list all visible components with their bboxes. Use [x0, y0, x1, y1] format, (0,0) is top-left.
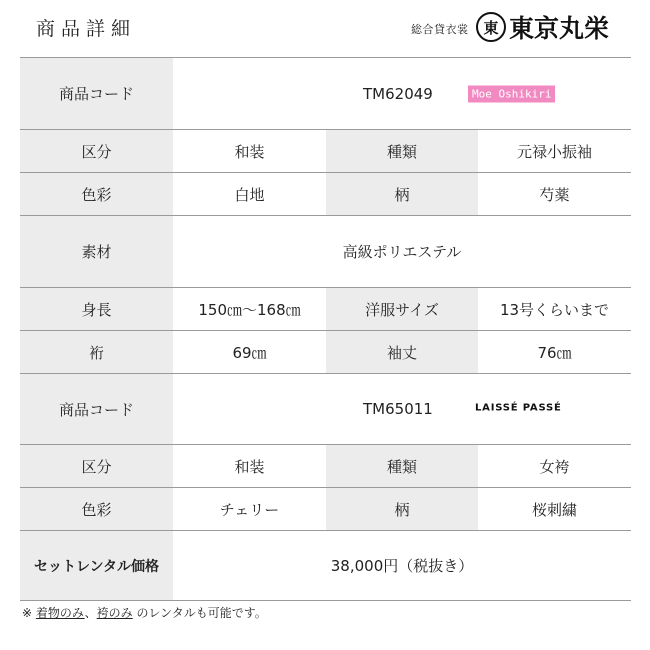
price-value: 38,000円（税抜き）	[173, 531, 631, 600]
sleeve-length-value: 69㎝	[173, 331, 326, 373]
brand-tag: Moe Oshikiri	[468, 85, 555, 102]
size-value: 13号くらいまで	[478, 288, 631, 330]
price-label: セットレンタル価格	[20, 531, 173, 600]
product-details-table	[20, 57, 631, 601]
color-value: 白地	[173, 173, 326, 215]
footnote-kimono-only: 着物のみ	[35, 606, 85, 620]
code-value-cell	[173, 58, 631, 129]
color-label: 色彩	[20, 488, 173, 530]
table-row	[20, 331, 631, 374]
product-code: TM65011	[363, 400, 433, 418]
table-row	[20, 173, 631, 216]
code-value-cell	[173, 374, 631, 444]
type-value: 女袴	[478, 445, 631, 487]
brand-logo	[476, 10, 632, 44]
page-header	[0, 0, 650, 52]
brand-mark-icon: 東	[476, 12, 506, 42]
table-row	[20, 531, 631, 601]
category-label: 区分	[20, 445, 173, 487]
brand-tag: LAISSÉ PASSÉ	[475, 402, 562, 414]
table-row	[20, 216, 631, 288]
sleeve-height-label: 袖丈	[326, 331, 478, 373]
category-label: 区分	[20, 130, 173, 172]
footnote-mark: ※	[22, 606, 33, 620]
height-value: 150㎝～168㎝	[173, 288, 326, 330]
table-row	[20, 58, 631, 130]
material-label: 素材	[20, 216, 173, 287]
footnote-hakama-only: 袴のみ	[96, 606, 133, 620]
category-value: 和装	[173, 130, 326, 172]
product-code: TM62049	[363, 84, 433, 103]
material-value: 高級ポリエステル	[173, 216, 631, 287]
table-row	[20, 488, 631, 531]
footnote	[22, 604, 267, 621]
color-label: 色彩	[20, 173, 173, 215]
brand-subtitle: 総合貸衣裳	[411, 23, 469, 36]
type-label: 種類	[326, 445, 478, 487]
footnote-text: のレンタルも可能です。	[136, 606, 267, 620]
sleeve-length-label: 裄	[20, 331, 173, 373]
table-row	[20, 288, 631, 331]
footnote-separator: 、	[84, 606, 97, 620]
pattern-value: 芍薬	[478, 173, 631, 215]
pattern-value: 桜刺繍	[478, 488, 631, 530]
category-value: 和装	[173, 445, 326, 487]
color-value: チェリー	[173, 488, 326, 530]
type-label: 種類	[326, 130, 478, 172]
pattern-label: 柄	[326, 488, 478, 530]
height-label: 身長	[20, 288, 173, 330]
type-value: 元禄小振袖	[478, 130, 631, 172]
pattern-label: 柄	[326, 173, 478, 215]
table-row	[20, 445, 631, 488]
code-label: 商品コード	[20, 58, 173, 129]
table-row	[20, 374, 631, 445]
code-label: 商品コード	[20, 374, 173, 444]
table-row	[20, 130, 631, 173]
sleeve-height-value: 76㎝	[478, 331, 631, 373]
brand-name: 東京丸栄	[509, 14, 610, 43]
page-title: 商品詳細	[36, 18, 137, 40]
size-label: 洋服サイズ	[326, 288, 478, 330]
